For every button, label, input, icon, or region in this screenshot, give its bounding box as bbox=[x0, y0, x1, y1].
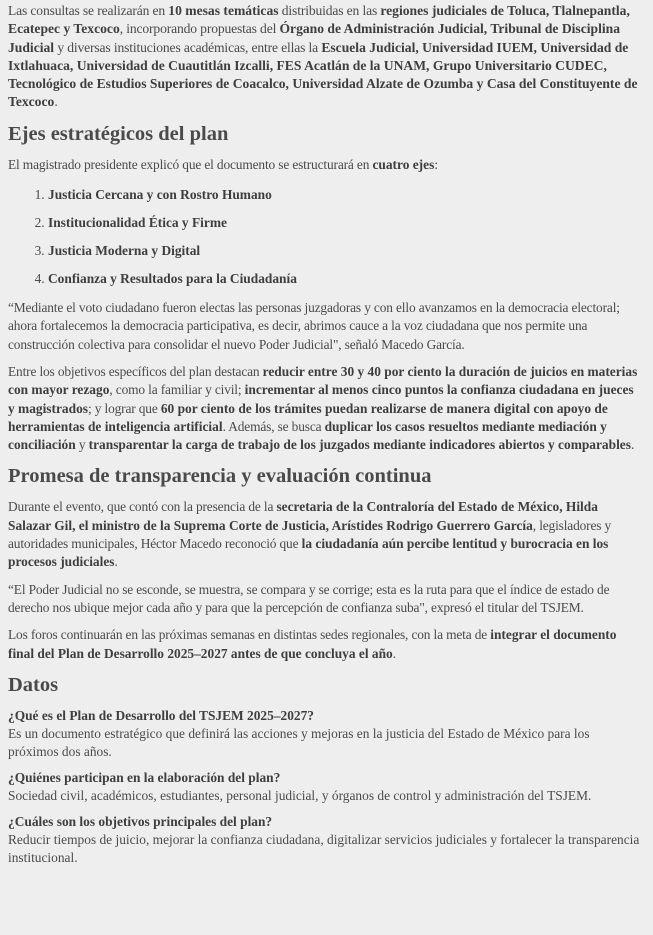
text: y diversas instituciones académicas, entre ellas la bbox=[54, 39, 322, 55]
intro-paragraph bbox=[8, 2, 643, 112]
text: : bbox=[434, 156, 438, 172]
text: . Además, se busca bbox=[222, 418, 325, 434]
bold-text: la ciudadanía aún percibe lentitud y burocracia en los procesos judiciales bbox=[8, 536, 609, 570]
section-heading-datos: Datos bbox=[8, 673, 59, 696]
text: distribuidas en las bbox=[278, 3, 381, 18]
faq-question: ¿Qué es el Plan de Desarrollo del TSJEM 2025–2027? bbox=[8, 707, 314, 723]
text: , legisladores y autoridades municipales, Héctor Macedo reconoció que bbox=[8, 517, 612, 552]
bold-text: 10 mesas temáticas bbox=[168, 3, 279, 18]
bold-text: transparentar la carga de trabajo de los juzgados mediante indicadores abiertos y comparables bbox=[88, 437, 631, 453]
ejes-intro-paragraph bbox=[8, 156, 643, 174]
text: . bbox=[630, 437, 635, 453]
axes-list bbox=[8, 186, 643, 287]
text: Las consultas se realizarán en bbox=[8, 3, 169, 18]
section-heading-transparencia: Promesa de transparencia y evaluación continua bbox=[8, 465, 432, 488]
quote-paragraph bbox=[8, 299, 643, 354]
bold-text: cuatro ejes bbox=[372, 156, 435, 172]
text: , incorporando propuestas del bbox=[119, 21, 280, 37]
bold-text: incrementar al menos cinco puntos la confianza ciudadana en jueces y magistrados bbox=[8, 382, 634, 416]
faq-answer: Reducir tiempos de juicio, mejorar la confianza ciudadana, digitalizar servicios judiciales y fortalecer la transparencia institucional. bbox=[8, 831, 640, 865]
bold-text: reducir entre 30 y 40 por ciento la duración de juicios en materias con mayor rezago bbox=[8, 363, 638, 398]
axis-item bbox=[48, 214, 643, 231]
faq-item bbox=[8, 813, 643, 867]
objectives-paragraph bbox=[8, 363, 643, 454]
faq-answer: Es un documento estratégico que definirá las acciones y mejoras en la justicia del Estado de México para los próximos dos años. bbox=[8, 725, 590, 759]
bold-text: Órgano de Administración Judicial, Tribunal de Disciplina Judicial bbox=[8, 21, 621, 55]
faq-item bbox=[8, 769, 643, 805]
text: Durante el evento, que contó con la presencia de la bbox=[8, 499, 277, 515]
text: ; y lograr que bbox=[87, 400, 161, 416]
text: . bbox=[54, 94, 58, 110]
bold-text: regiones judiciales de Toluca, Tlalnepantla, Ecatepec y Texcoco bbox=[8, 3, 630, 37]
text: . bbox=[114, 554, 118, 570]
axis-label: Confianza y Resultados para la Ciudadanía bbox=[48, 271, 297, 287]
text: “El Poder Judicial no se esconde, se muestra, se compara y se corrige; esta es la ruta para que el índice de estado de derecho nos ubique mejor cada año y para que la percepción de confianza suba", expresó el titular del TSJEM. bbox=[8, 581, 610, 615]
bold-text: secretaria de la Contraloría del Estado de México, Hilda Salazar Gil, el ministro de la Suprema Corte de Justicia, Arístides Rodrigo Guerrero García bbox=[8, 499, 598, 533]
text: El magistrado presidente explicó que el documento se estructurará en bbox=[8, 156, 373, 172]
faq-item bbox=[8, 707, 643, 761]
text: Los foros continuarán en las próximas semanas en distintas sedes regionales, con la meta de bbox=[8, 627, 491, 643]
faq-answer: Sociedad civil, académicos, estudiantes, personal judicial, y órganos de control y administración del TSJEM. bbox=[8, 787, 592, 803]
text: . bbox=[392, 645, 396, 661]
event-paragraph bbox=[8, 498, 643, 571]
bold-text: Escuela Judicial, Universidad IUEM, Universidad de Ixtlahuaca, Universidad de Cuautitlán Izcalli, FES Acatlán de la UNAM, Grupo Universitario CUDEC, Tecnológico de Estudios Superiores de Coacalco, Universidad Alzate de Ozumba y Casa del Constituyente de Texcoco bbox=[8, 39, 638, 110]
axis-label: Justicia Moderna y Digital bbox=[48, 243, 201, 259]
text: Entre los objetivos específicos del plan destacan bbox=[8, 363, 263, 379]
forums-paragraph bbox=[8, 626, 643, 663]
bold-text: 60 por ciento de los trámites puedan realizarse de manera digital con apoyo de herramientas de inteligencia artificial bbox=[8, 400, 608, 434]
bold-text: duplicar los casos resueltos mediante mediación y conciliación bbox=[8, 418, 607, 453]
text: “Mediante el voto ciudadano fueron electas las personas juzgadoras y con ello avanzamos en la democracia electoral; ahora fortalecemos la democracia participativa, es decir, abrimos cauce a la voz ciudadana que nos permite una construcción colectiva para consolidar el nuevo Poder Judicial", señaló Macedo García. bbox=[8, 300, 620, 352]
text: , como la familiar y civil; bbox=[109, 382, 245, 398]
text: y bbox=[75, 437, 89, 453]
axis-label: Institucionalidad Ética y Firme bbox=[48, 215, 227, 231]
faq-question: ¿Cuáles son los objetivos principales del plan? bbox=[8, 813, 273, 829]
bold-text: integrar el documento final del Plan de Desarrollo 2025–2027 antes de que concluya el año bbox=[8, 627, 617, 661]
axis-label: Justicia Cercana y con Rostro Humano bbox=[48, 187, 272, 203]
axis-item bbox=[48, 186, 643, 203]
quote-paragraph bbox=[8, 581, 643, 618]
axis-item bbox=[48, 270, 643, 287]
faq-question: ¿Quiénes participan en la elaboración del plan? bbox=[8, 769, 281, 785]
section-heading-ejes: Ejes estratégicos del plan bbox=[8, 122, 229, 145]
axis-item bbox=[48, 242, 643, 259]
